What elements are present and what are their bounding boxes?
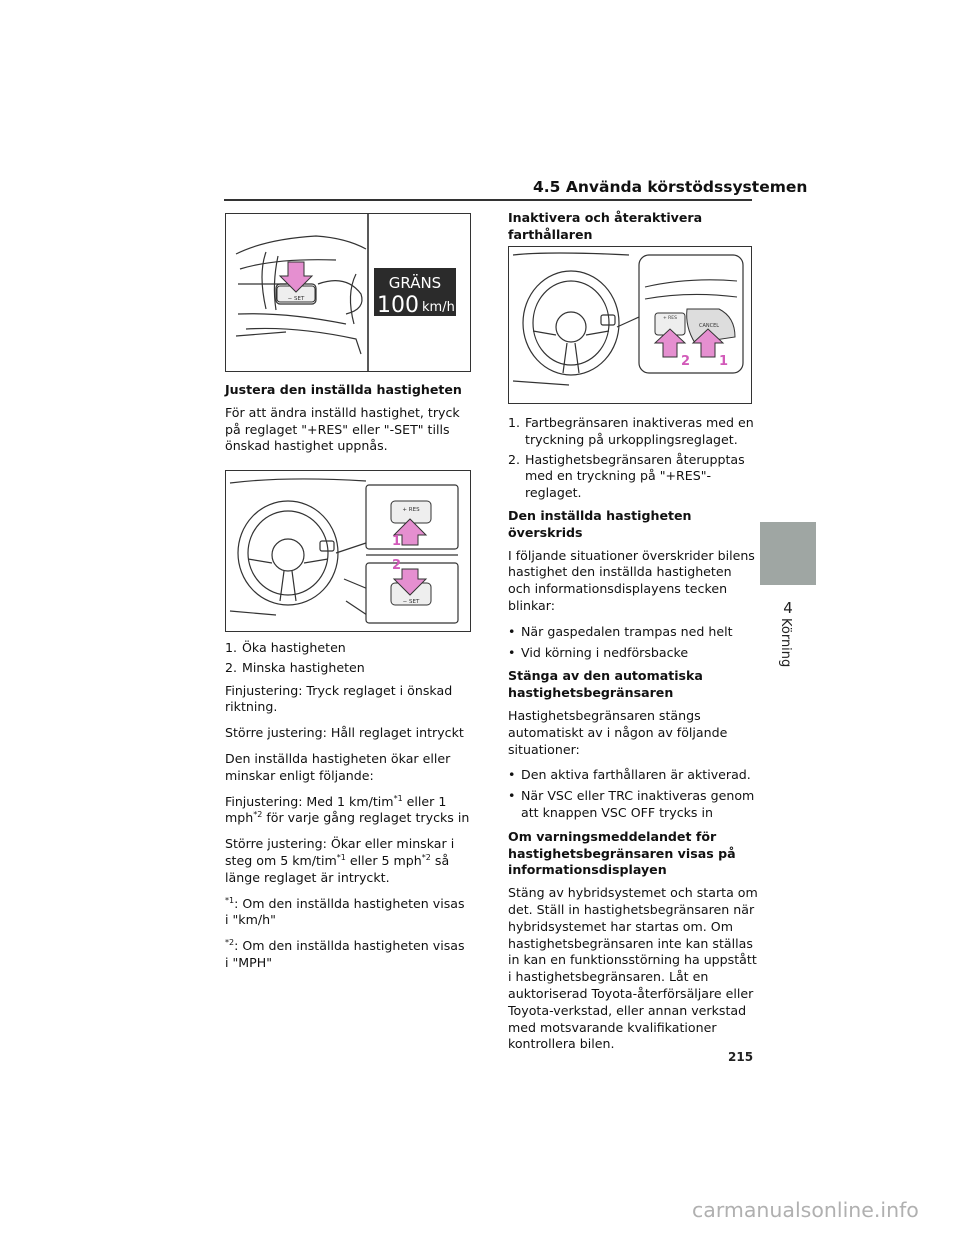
fig2-res-label: + RES — [402, 507, 420, 513]
figure-cancel-res — [508, 246, 752, 404]
heading-exceeded: Den inställda hastigheten överskrids — [508, 507, 692, 540]
callout-2: 2 — [681, 354, 691, 369]
left-column — [225, 382, 470, 464]
footnote-1: $^{*1}$: Om den inställda hastigheten visas i "km/h" — [225, 895, 465, 928]
footnote-2: $^{*2}$: Om den inställda hastigheten visas i "MPH" — [225, 937, 465, 970]
para-fine: Finjustering: Tryck reglaget i önskad riktning. — [225, 682, 453, 715]
para-exceeded: I följande situationer överskrider bilens hastighet den inställda hastigheten och informationsdisplayens tecken blinkar: — [508, 547, 755, 613]
bullets-exceeded — [508, 624, 758, 662]
page-number: 215 — [728, 1050, 754, 1064]
chapter-number: 4 — [783, 599, 793, 617]
heading-adjust: Justera den inställda hastigheten — [225, 382, 462, 397]
fig3-cancel-label: CANCEL — [698, 323, 720, 329]
list-item: 2. Minska hastigheten — [225, 659, 365, 675]
adjust-list — [225, 640, 470, 677]
fig1-set-label: − SET — [287, 296, 305, 302]
para-changes: Den inställda hastigheten ökar eller minskar enligt följande: — [225, 750, 451, 783]
figure-increase-decrease — [225, 470, 471, 632]
heading-auto-off: Stänga av den automatiska hastighetsbegränsaren — [508, 668, 703, 701]
heading-toggle: Inaktivera och återaktivera farthållaren — [508, 210, 703, 242]
fig2-set-label: − SET — [402, 599, 420, 605]
list-item: • Den aktiva farthållaren är aktiverad. — [508, 767, 751, 783]
list-item: • Vid körning i nedförsbacke — [508, 644, 689, 660]
para-larger-detail: Större justering: Ökar eller minskar i steg om 5 km/tim$^{*1}$ eller 5 mph$^{*2}$ så länge reglaget är intryckt. — [225, 836, 455, 885]
chapter-label: Körning — [778, 618, 793, 668]
section-title: 4.5 Använda körstödssystemen — [533, 178, 808, 196]
list-item: 1. Öka hastigheten — [225, 640, 346, 655]
fig3-res-label: + RES — [662, 316, 678, 321]
para-fine-detail: Finjustering: Med 1 km/tim$^{*1}$ eller 1 mph$^{*2}$ för varje gång reglaget trycks in — [225, 793, 470, 826]
para-warning: Stäng av hybridsystemet och starta om det. Ställ in hastighetsbegränsaren när hybridsystemet har startas om. Om hastighetsbegränsaren inte kan ställas in kan en funktionsstörning ha uppstått i hastighetsbegränsaren. Låt en auktoriserad Toyota-återförsäljare eller Toyota-verkstad, eller annan verkstad med motsvarande kvalifikationer kontrollera bilen. — [508, 885, 758, 1052]
para-adjust: För att ändra inställd hastighet, tryck på reglaget "+RES" eller "-SET" tills önskad hastighet uppnås. — [225, 404, 460, 454]
callout-1: 1 — [719, 354, 729, 369]
list-item: • När gaspedalen trampas ned helt — [508, 623, 733, 639]
display-value: 100 — [377, 293, 419, 318]
right-column-body — [508, 415, 758, 1062]
callout-1: 1 — [392, 534, 402, 549]
display-unit: km/h — [422, 300, 455, 315]
callout-2: 2 — [392, 558, 402, 573]
list-item: 2. Hastighetsbegränsaren återupptas med en tryckning på "+RES"-reglaget. — [508, 451, 745, 501]
toggle-list — [508, 415, 758, 502]
para-auto-off: Hastighetsbegränsaren stängs automatiskt av i någon av följande situationer: — [508, 707, 728, 757]
display-heading: GRÄNS — [388, 274, 442, 292]
figure-set-speed-button — [225, 213, 471, 372]
heading-warning: Om varningsmeddelandet för hastighetsbegränsaren visas på informationsdisplayen — [508, 828, 736, 878]
bullets-auto-off — [508, 767, 758, 821]
watermark: carmanualsonline.info — [692, 1198, 919, 1222]
chapter-tab — [760, 522, 816, 585]
header-rule — [224, 199, 752, 201]
list-item: 1. Fartbegränsaren inaktiveras med en tryckning på urkopplingsreglaget. — [508, 415, 754, 447]
para-larger: Större justering: Håll reglaget intryckt — [225, 725, 464, 741]
list-item: • När VSC eller TRC inaktiveras genom att knappen VSC OFF trycks in — [508, 788, 755, 820]
left-column-lower — [225, 640, 470, 981]
right-column-top — [508, 210, 756, 250]
